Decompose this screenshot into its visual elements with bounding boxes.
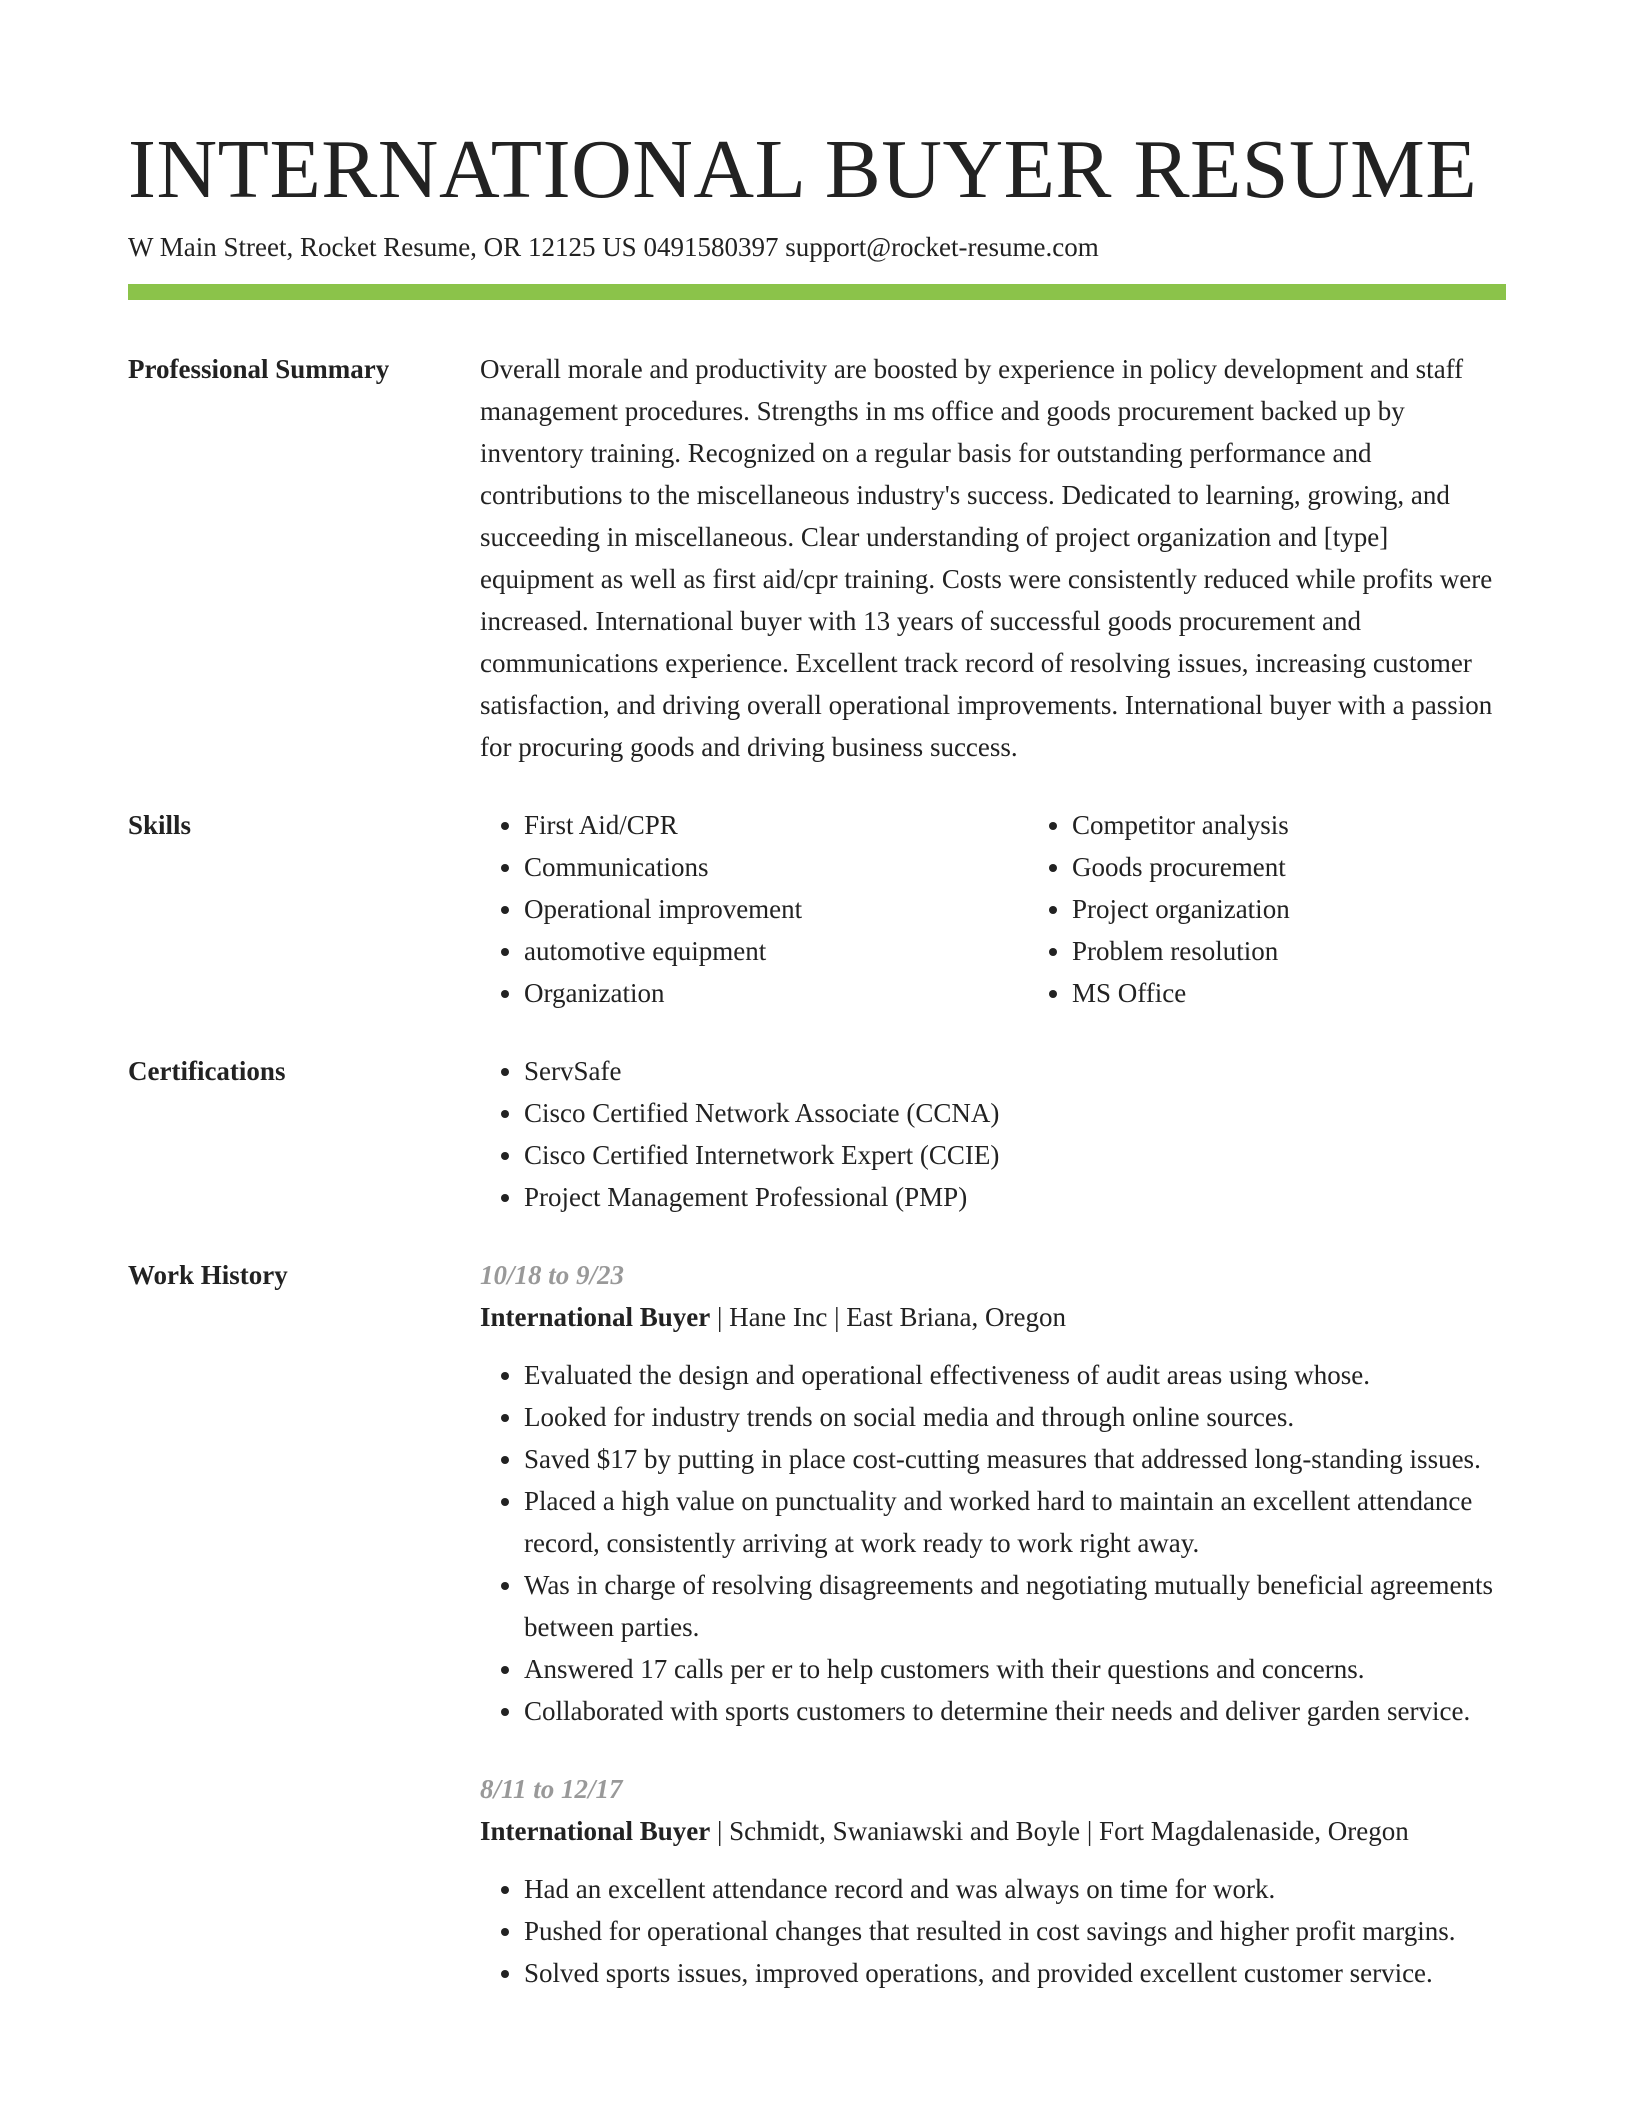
work-history-body bbox=[480, 1254, 1506, 1994]
skill-item: • Operational improvement bbox=[524, 888, 1028, 930]
skill-item: • MS Office bbox=[1072, 972, 1576, 1014]
job-bullet: • Answered 17 calls per er to help customers with their questions and concerns. bbox=[524, 1648, 1506, 1690]
skills-list-left bbox=[480, 804, 1028, 1014]
job-title: International Buyer bbox=[480, 1302, 711, 1332]
skill-item: • Goods procurement bbox=[1072, 846, 1576, 888]
skills-section bbox=[128, 804, 1506, 1014]
contact-line: W Main Street, Rocket Resume, OR 12125 US 0491580397 support@rocket-resume.com bbox=[128, 232, 1099, 262]
header-divider bbox=[128, 284, 1506, 300]
job-entry bbox=[480, 1768, 1506, 1994]
job-header bbox=[480, 1810, 1506, 1852]
certifications-list bbox=[480, 1050, 1506, 1218]
certification-item: • Cisco Certified Network Associate (CCNA) bbox=[524, 1092, 1506, 1134]
skill-item: • Problem resolution bbox=[1072, 930, 1576, 972]
job-bullet: • Placed a high value on punctuality and worked hard to maintain an excellent attendance record, consistently arriving at work ready to work right away. bbox=[524, 1480, 1506, 1564]
job-bullets bbox=[480, 1354, 1506, 1732]
skills-list-right bbox=[1028, 804, 1576, 1014]
job-bullet: • Solved sports issues, improved operations, and provided excellent customer service. bbox=[524, 1952, 1506, 1994]
job-bullet: • Pushed for operational changes that resulted in cost savings and higher profit margins. bbox=[524, 1910, 1506, 1952]
job-dates: 8/11 to 12/17 bbox=[480, 1774, 623, 1804]
certifications-section bbox=[128, 1050, 1506, 1218]
summary-section bbox=[128, 348, 1506, 768]
certifications-body bbox=[480, 1050, 1506, 1218]
skill-item: • automotive equipment bbox=[524, 930, 1028, 972]
job-bullet: • Collaborated with sports customers to determine their needs and deliver garden service. bbox=[524, 1690, 1506, 1732]
resume-page bbox=[128, 120, 1506, 1994]
skill-item: • Competitor analysis bbox=[1072, 804, 1576, 846]
resume-title: INTERNATIONAL BUYER RESUME bbox=[128, 123, 1478, 216]
certification-item: • Cisco Certified Internetwork Expert (CCIE) bbox=[524, 1134, 1506, 1176]
job-bullet: • Saved $17 by putting in place cost-cutting measures that addressed long-standing issues. bbox=[524, 1438, 1506, 1480]
skill-item: • Project organization bbox=[1072, 888, 1576, 930]
section-label-work-history: Work History bbox=[128, 1260, 288, 1290]
job-header bbox=[480, 1296, 1506, 1338]
job-details: | Hane Inc | East Briana, Oregon bbox=[710, 1302, 1066, 1332]
certification-item: • Project Management Professional (PMP) bbox=[524, 1176, 1506, 1218]
job-bullet: • Had an excellent attendance record and was always on time for work. bbox=[524, 1868, 1506, 1910]
certification-item: • ServSafe bbox=[524, 1050, 1506, 1092]
skills-body bbox=[480, 804, 1576, 1014]
job-title: International Buyer bbox=[480, 1816, 711, 1846]
skill-item: • First Aid/CPR bbox=[524, 804, 1028, 846]
skill-item: • Communications bbox=[524, 846, 1028, 888]
job-details: | Schmidt, Swaniawski and Boyle | Fort Magdalenaside, Oregon bbox=[710, 1816, 1409, 1846]
section-label-summary: Professional Summary bbox=[128, 354, 390, 384]
summary-text: Overall morale and productivity are boosted by experience in policy development and staff management procedures. Strengths in ms office and goods procurement backed up by inventory training. Recognized on a regular basis for outstanding performance and contributions to the miscellaneous industry's success. Dedicated to learning, growing, and succeeding in miscellaneous. Clear understanding of project organization and [type] equipment as well as first aid/cpr training. Costs were consistently reduced while profits were increased. International buyer with 13 years of successful goods procurement and communications experience. Excellent track record of resolving issues, increasing customer satisfaction, and driving overall operational improvements. International buyer with a passion for procuring goods and driving business success. bbox=[480, 354, 1493, 762]
job-bullet: • Evaluated the design and operational effectiveness of audit areas using whose. bbox=[524, 1354, 1506, 1396]
section-label-skills: Skills bbox=[128, 810, 192, 840]
job-bullets bbox=[480, 1868, 1506, 1994]
job-bullet: • Was in charge of resolving disagreements and negotiating mutually beneficial agreements between parties. bbox=[524, 1564, 1506, 1648]
job-bullet: • Looked for industry trends on social media and through online sources. bbox=[524, 1396, 1506, 1438]
skill-item: • Organization bbox=[524, 972, 1028, 1014]
summary-body bbox=[480, 348, 1506, 768]
section-label-certifications: Certifications bbox=[128, 1056, 286, 1086]
job-entry bbox=[480, 1254, 1506, 1732]
job-dates: 10/18 to 9/23 bbox=[480, 1260, 625, 1290]
work-history-section bbox=[128, 1254, 1506, 1994]
